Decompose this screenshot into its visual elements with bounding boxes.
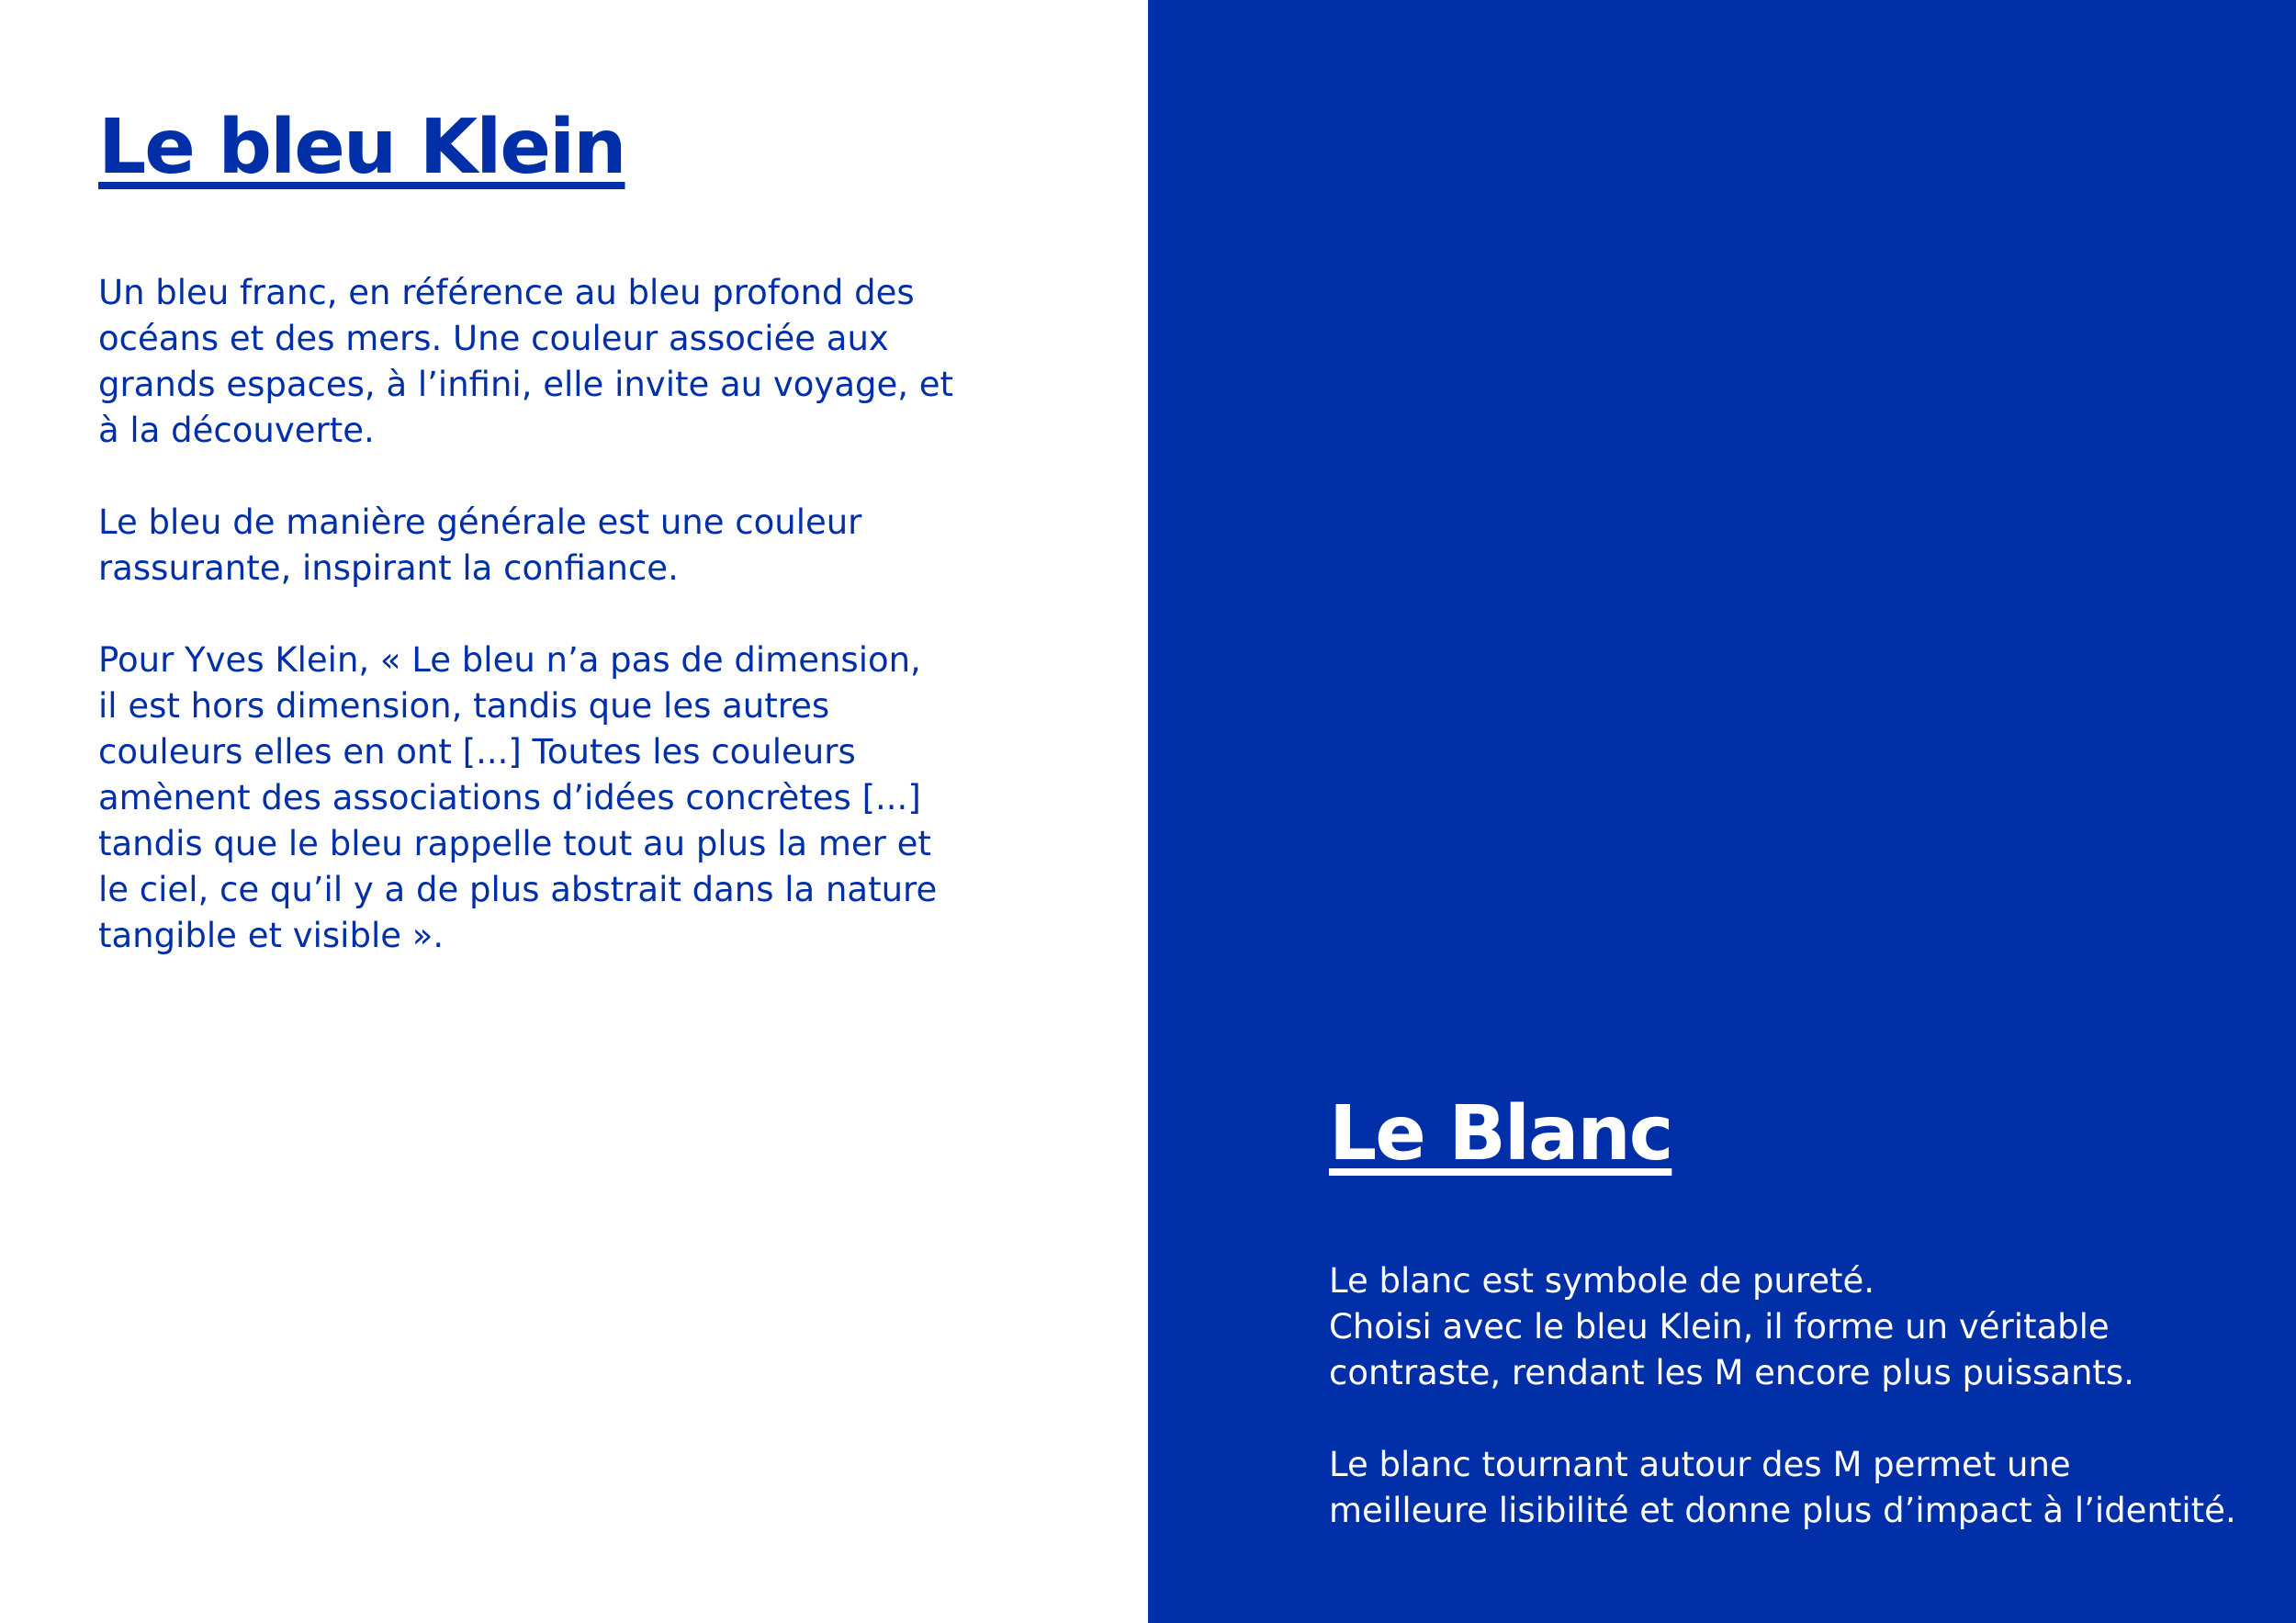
text-line: Un bleu franc, en référence au bleu profond des <box>98 273 915 312</box>
text-line: Le blanc tournant autour des M permet une <box>1329 1445 2071 1484</box>
bleu-klein-paragraph-1 <box>98 270 953 454</box>
text-line: tandis que le bleu rappelle tout au plus la mer et <box>98 824 931 863</box>
blanc-paragraph-2 <box>1329 1442 2236 1534</box>
text-line: tangible et visible ». <box>98 916 445 955</box>
text-line: Le bleu de manière générale est une couleur <box>98 502 862 542</box>
text-line: à la découverte. <box>98 411 375 450</box>
text-line: océans et des mers. Une couleur associée aux <box>98 319 889 358</box>
blanc-title: Le Blanc <box>1329 1090 1672 1178</box>
text-line: Choisi avec le bleu Klein, il forme un véritable <box>1329 1307 2110 1347</box>
text-line: contraste, rendant les M encore plus puissants. <box>1329 1353 2134 1392</box>
text-line: Le blanc est symbole de pureté. <box>1329 1261 1875 1301</box>
bleu-klein-paragraph-3 <box>98 637 953 959</box>
text-line: le ciel, ce qu’il y a de plus abstrait dans la nature <box>98 870 938 909</box>
bleu-klein-title: Le bleu Klein <box>98 104 625 191</box>
bleu-klein-paragraph-2 <box>98 500 953 592</box>
text-line: couleurs elles en ont [...] Toutes les couleurs <box>98 732 856 772</box>
blanc-text <box>1329 1258 2236 1534</box>
text-line: Pour Yves Klein, « Le bleu n’a pas de dimension, <box>98 640 921 680</box>
blanc-paragraph-1 <box>1329 1258 2236 1396</box>
bleu-klein-text <box>98 270 953 959</box>
text-line: amènent des associations d’idées concrètes [...] <box>98 778 921 817</box>
text-line: il est hors dimension, tandis que les autres <box>98 686 830 726</box>
text-line: rassurante, inspirant la confiance. <box>98 548 679 588</box>
right-page <box>1148 0 2296 1623</box>
text-line: meilleure lisibilité et donne plus d’impact à l’identité. <box>1329 1491 2236 1530</box>
text-line: grands espaces, à l’infini, elle invite au voyage, et <box>98 365 954 404</box>
